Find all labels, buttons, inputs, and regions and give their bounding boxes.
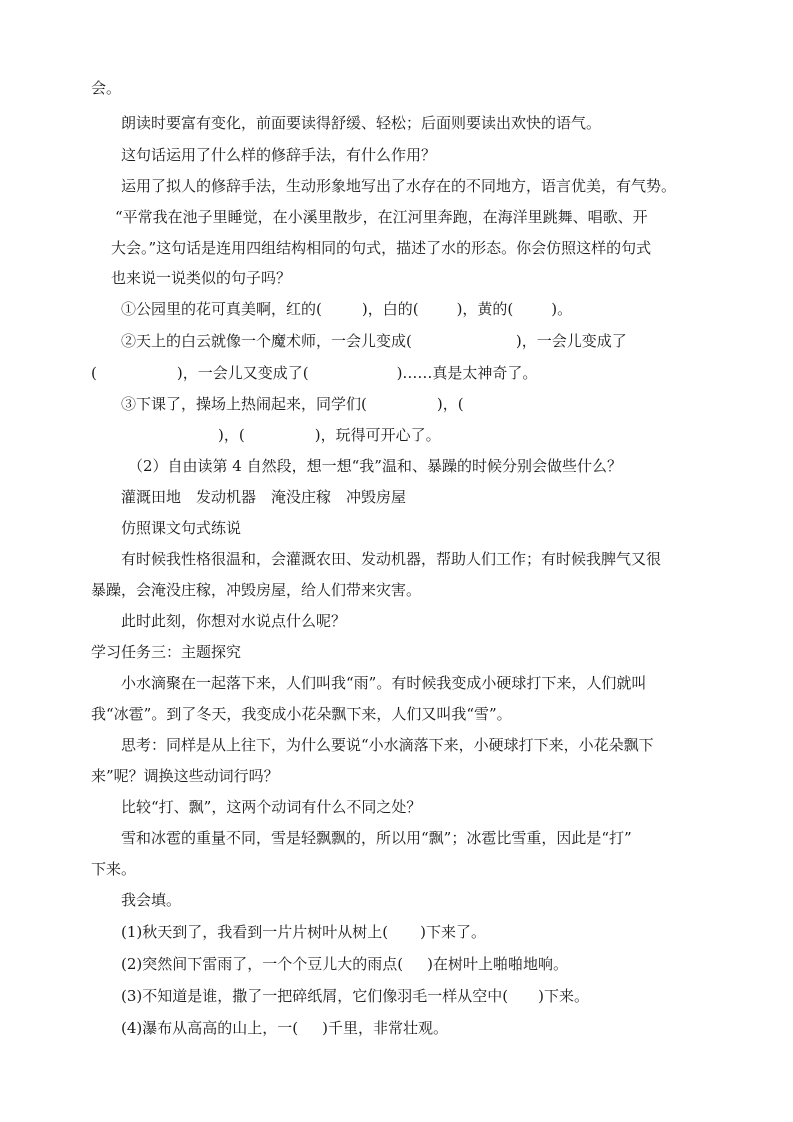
exercise-line <box>121 299 572 319</box>
text-line: 下来。 <box>91 860 137 878</box>
text-line: 小水滴聚在一起落下来，人们叫我“雨”。有时候我变成小硬球打下来，人们就叫 <box>121 674 647 692</box>
exercise-text: )，玩得可开心了。 <box>314 426 441 444</box>
exercise-text: )。 <box>551 300 573 318</box>
exercise-text: )千里，非常壮观。 <box>322 1019 448 1037</box>
exercise-text: (2)突然间下雷雨了，一个个豆儿大的雨点( <box>121 955 404 973</box>
exercise-text: )下来。 <box>538 987 589 1005</box>
text-line: 来”呢？调换这些动词行吗？ <box>91 767 279 785</box>
text-line: 有时候我性格很温和，会灌溉农田、发动机器，帮助人们工作；有时候我脾气又很 <box>121 550 662 568</box>
exercise-text: )，一会儿变成了 <box>515 332 627 350</box>
text-line: 我“冰雹”。到了冬天，我变成小花朵飘下来，人们又叫我“雪”。 <box>91 705 512 723</box>
section-heading: 学习任务三：主题探究 <box>91 643 242 661</box>
text-line: 我会填。 <box>121 891 182 909</box>
exercise-line <box>121 394 464 414</box>
text-line: 思考：同样是从上往下，为什么要说“小水滴落下来，小硬球打下来，小花朵飘下 <box>121 736 654 754</box>
exercise-text: (1)秋天到了，我看到一片片树叶从树上( <box>121 923 389 941</box>
text-line: 暴躁，会淹没庄稼，冲毁房屋，给人们带来灾害。 <box>91 581 422 599</box>
exercise-text: ③下课了，操场上热闹起来，同学们( <box>121 395 367 413</box>
exercise-text: ( <box>91 364 97 382</box>
exercise-text: )在树叶上啪啪地响。 <box>427 955 568 973</box>
exercise-text: ②天上的白云就像一个魔术师，一会儿变成( <box>121 332 412 350</box>
text-line: 大会。”这句话是连用四组结构相同的句式，描述了水的形态。你会仿照这样的句式 <box>111 239 652 257</box>
fill-line <box>121 986 589 1006</box>
exercise-text: (3)不知道是谁，撒了一把碎纸屑，它们像羽毛一样从空中( <box>121 987 509 1005</box>
fill-line <box>121 922 486 942</box>
exercise-text: )，黄的( <box>456 300 514 318</box>
exercise-text: )，白的( <box>361 300 419 318</box>
exercise-text: )……真是太神奇了。 <box>396 364 538 382</box>
exercise-text: )，( <box>436 395 464 413</box>
question-line: 这句话运用了什么样的修辞手法，有什么作用？ <box>121 146 437 164</box>
text-line: 会。 <box>91 79 122 97</box>
text-line: 仿照课文句式练说 <box>121 519 242 537</box>
question-line: （2）自由读第 4 自然段，想一想“我”温和、暴躁的时候分别会做些什么？ <box>128 457 622 475</box>
exercise-line <box>91 363 537 383</box>
text-line: 朗读时要富有变化，前面要读得舒缓、轻松；后面则要读出欢快的语气。 <box>121 114 602 132</box>
question-line: 比较“打、飘”，这两个动词有什么不同之处？ <box>121 798 422 816</box>
exercise-text: (4)瀑布从高高的山上，一( <box>121 1019 299 1037</box>
text-line: 也来说一说类似的句子吗？ <box>111 269 292 287</box>
question-line: 此时此刻，你想对水说点什么呢？ <box>121 612 347 630</box>
fill-line <box>121 954 568 974</box>
quote-line: “平常我在池子里睡觉，在小溪里散步，在江河里奔跑，在海洋里跳舞、唱歌、开 <box>115 208 648 226</box>
text-line: 雪和冰雹的重量不同，雪是轻飘飘的，所以用“飘”；冰雹比雪重，因此是“打” <box>121 829 632 847</box>
exercise-line <box>121 331 627 351</box>
keyword-line: 灌溉田地 发动机器 淹没庄稼 冲毁房屋 <box>121 488 407 506</box>
fill-line <box>121 1018 448 1038</box>
text-line: 运用了拟人的修辞手法，生动形象地写出了水存在的不同地方，语言优美，有气势。 <box>121 177 677 195</box>
exercise-text: )，一会儿又变成了( <box>176 364 309 382</box>
exercise-text: )，( <box>218 426 245 444</box>
exercise-line <box>218 425 441 445</box>
exercise-text: )下来了。 <box>420 923 486 941</box>
exercise-text: ①公园里的花可真美啊，红的( <box>121 300 322 318</box>
